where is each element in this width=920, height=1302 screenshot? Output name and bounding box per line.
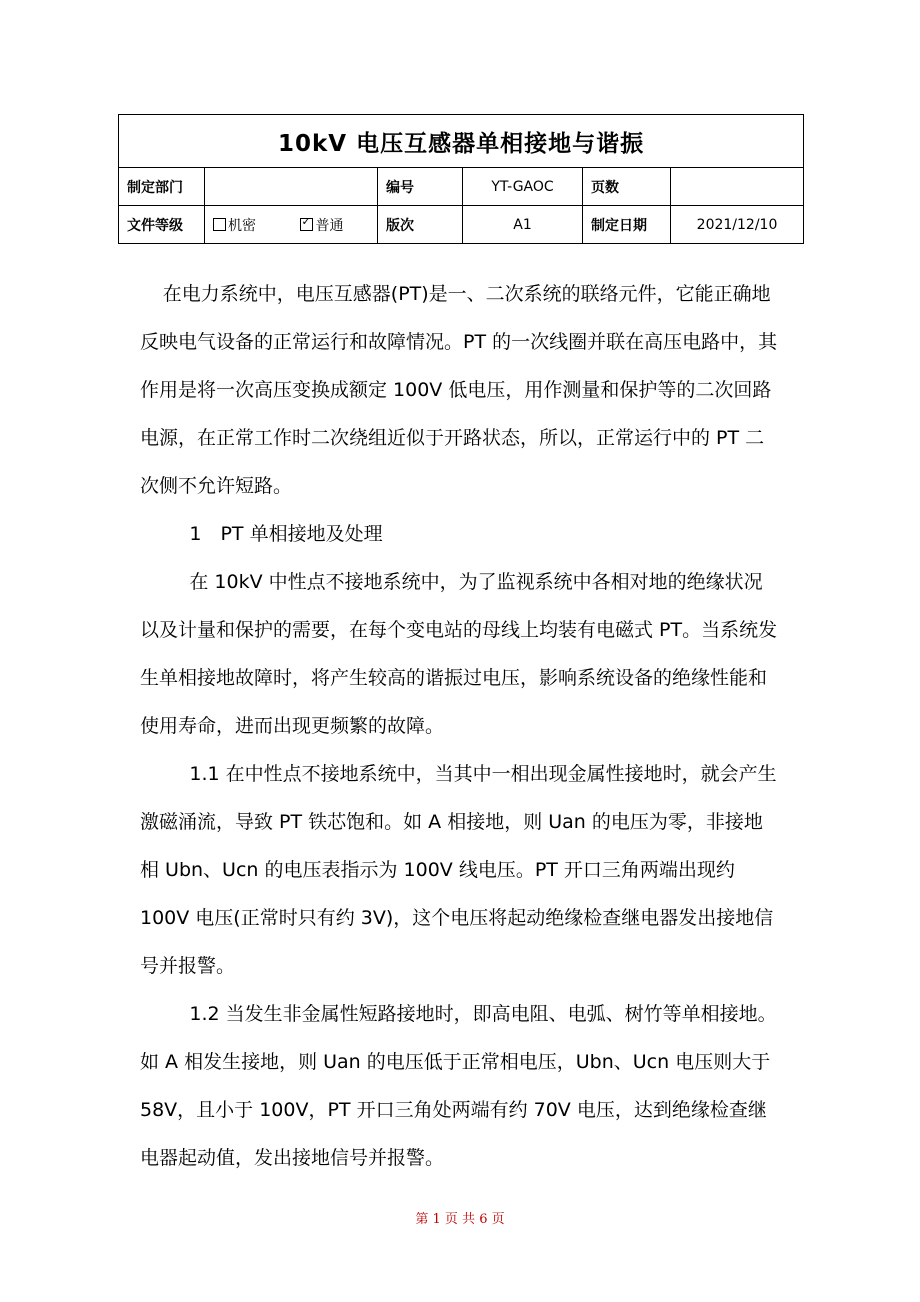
grade-normal-label: 普通: [315, 217, 344, 234]
grade-normal-option: [300, 215, 343, 235]
code-label: 编号: [378, 168, 463, 206]
grade-label: 文件等级: [119, 206, 205, 244]
version-value: A1: [463, 206, 583, 244]
document-body: [140, 270, 780, 1182]
dept-value: [205, 168, 378, 206]
date-value: 2021/12/10: [671, 206, 804, 244]
date-label: 制定日期: [583, 206, 671, 244]
code-value: YT-GAOC: [463, 168, 583, 206]
pages-label: 页数: [583, 168, 671, 206]
page-footer: 第 1 页 共 6 页: [415, 1212, 505, 1227]
body-paragraph: 在 10kV 中性点不接地系统中，为了监视系统中各相对地的绝缘状况以及计量和保护的需要，在每个变电站的母线上均装有电磁式 PT。当系统发生单相接地故障时，将产生较高的谐振过电压，影响系统设备的绝缘性能和使用寿命，进而出现更频繁的故障。: [140, 571, 778, 737]
document-header-table: [118, 114, 804, 244]
checkbox-empty-icon: [213, 218, 226, 231]
grade-options: [205, 206, 378, 244]
grade-secret-label: 机密: [228, 217, 256, 234]
document-title: 10kV 电压互感器单相接地与谐振: [119, 115, 804, 168]
dept-label: 制定部门: [119, 168, 205, 206]
body-paragraph: 1.2 当发生非金属性短路接地时，即高电阻、电弧、树竹等单相接地。如 A 相发生接地，则 Uan 的电压低于正常相电压，Ubn、Ucn 电压则大于 58V，且小于 100V，PT 开口三角处两端有约 70V 电压，达到绝缘检查继电器起动值，发出接地信号并报警。: [140, 1003, 777, 1169]
body-paragraph: 在电力系统中，电压互感器(PT)是一、二次系统的联络元件，它能正确地反映电气设备的正常运行和故障情况。PT 的一次线圈并联在高压电路中，其作用是将一次高压变换成额定 100V 低电压，用作测量和保护等的二次回路电源，在正常工作时二次绕组近似于开路状态，所以，正常运行中的 PT 二次侧不允许短路。: [140, 283, 778, 497]
checkbox-checked-icon: [300, 218, 313, 231]
body-paragraph: 1.1 在中性点不接地系统中，当其中一相出现金属性接地时，就会产生激磁涌流，导致 PT 铁芯饱和。如 A 相接地，则 Uan 的电压为零，非接地相 Ubn、Ucn 的电压表指示为 100V 线电压。PT 开口三角两端出现约 100V 电压(正常时只有约 3V)，这个电压将起动绝缘检查继电器发出接地信号并报警。: [140, 763, 777, 977]
version-label: 版次: [378, 206, 463, 244]
pages-value: [671, 168, 804, 206]
section-heading: 1 PT 单相接地及处理: [189, 523, 383, 545]
grade-secret-option: [213, 215, 256, 235]
